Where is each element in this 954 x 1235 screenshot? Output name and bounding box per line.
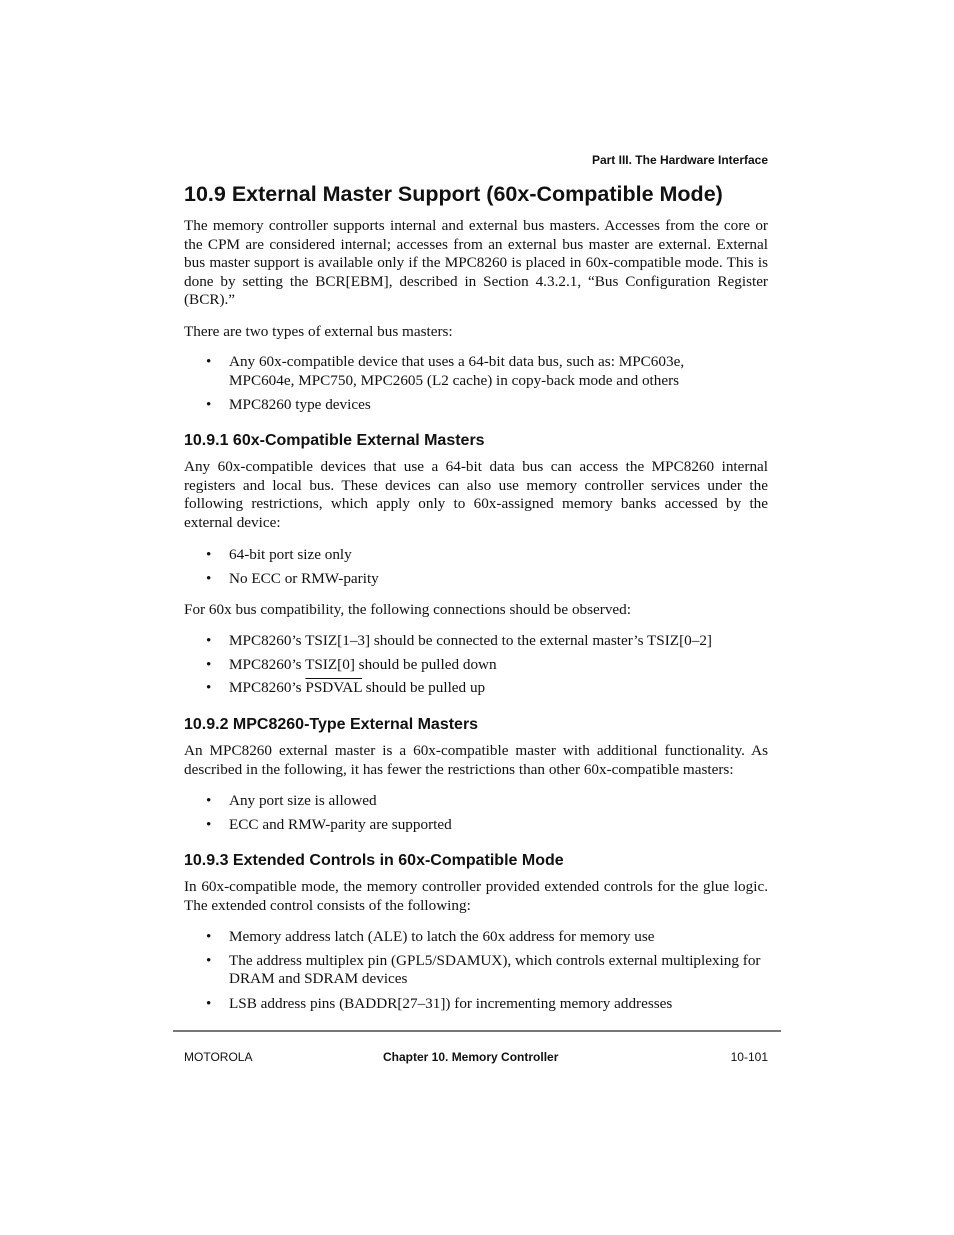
mpc8260-features-list [184,792,768,834]
running-header: Part III. The Hardware Interface [591,153,768,167]
compat-lead-paragraph: For 60x bus compatibility, the following connections should be observed: [184,601,631,618]
list-item-text: should be pulled up [361,679,486,697]
section-title: 10.9 External Master Support (60x-Compatible Mode) [184,182,723,206]
master-types-list [184,353,768,415]
sub2-body [184,742,768,779]
sub3-body [184,878,768,915]
connections-list [184,632,768,698]
list-item [184,632,768,651]
list-item [184,656,768,675]
bullet-icon: • [206,353,212,370]
subsection-title: 10.9.1 60x-Compatible External Masters [184,432,485,449]
list-item-text: MPC8260’s TSIZ[1–3] should be connected to the external master’s TSIZ[0–2] [229,632,712,649]
subsection-title: 10.9.2 MPC8260-Type External Masters [184,716,479,733]
list-item-text: Any 60x-compatible device that uses a 64-bit data bus, such as: MPC603e, MPC604e, MPC750, MPC2605 (L2 cache) in copy-back mode and others [229,353,685,389]
bullet-icon: • [206,994,212,1012]
sub2-paragraph: An MPC8260 external master is a 60x-compatible master with additional functionality. As described in the following, it has fewer the restrictions than other 60x-compatible masters: [184,742,768,778]
list-item [184,353,719,390]
bullet-icon: • [206,792,212,809]
footer-divider [173,1030,781,1032]
bullet-icon: • [206,632,212,649]
footer-chapter: Chapter 10. Memory Controller [383,1050,559,1064]
sub3-paragraph: In 60x-compatible mode, the memory controller provided extended controls for the glue logic. The extended control consists of the following: [184,878,768,914]
section-intro [184,217,768,310]
footer-page-number: 10-101 [730,1050,768,1064]
bullet-icon: • [206,951,212,969]
list-item-text: MPC8260’s TSIZ[0] should be pulled down [229,655,497,673]
subsection-title: 10.9.3 Extended Controls in 60x-Compatible Mode [184,852,564,869]
sub1-body [184,458,768,532]
extended-controls-list [184,928,768,1013]
list-item [184,995,768,1014]
list-item-text: ECC and RMW-parity are supported [229,815,452,833]
list-item-text: MPC8260’s [229,679,306,697]
list-item-text: 64-bit port size only [229,546,352,563]
bullet-icon: • [206,396,212,414]
bullet-icon: • [206,546,212,563]
subsection-1 [184,432,768,450]
compat-lead [184,601,768,620]
bullet-icon: • [206,655,212,673]
subsection-3 [184,852,768,870]
list-item [184,546,768,565]
list-item [184,952,768,989]
sub1-paragraph: Any 60x-compatible devices that use a 64-bit data bus can access the MPC8260 internal registers and local bus. These devices can also use memory controller services under the following restrictions, which apply only to 60x-assigned memory banks accessed by the external device: [184,458,768,531]
psdval-signal: PSDVAL [305,679,362,697]
bullet-icon: • [206,928,212,945]
bullet-icon: • [206,679,212,697]
list-item [184,928,768,947]
list-item [184,570,768,589]
list-item [184,792,768,811]
types-lead [184,323,768,342]
restrictions-list [184,546,768,588]
list-item [184,679,768,698]
types-lead-paragraph: There are two types of external bus masters: [184,323,453,340]
bullet-icon: • [206,815,212,833]
footer-left: MOTOROLA [184,1050,253,1064]
intro-paragraph: The memory controller supports internal and external bus masters. Accesses from the core or the CPM are considered internal; accesses from an external bus master are external. External bus master support is available only if the MPC8260 is placed in 60x-compatible mode. This is done by setting the BCR[EBM], described in Section 4.3.2.1, “Bus Configuration Register (BCR).” [184,217,768,309]
list-item-text: LSB address pins (BADDR[27–31]) for incrementing memory addresses [229,994,673,1012]
list-item [184,816,768,835]
subsection-2 [184,716,768,734]
bullet-icon: • [206,569,212,587]
list-item-text: The address multiplex pin (GPL5/SDAMUX), which controls external multiplexing for DRAM and SDRAM devices [229,951,761,988]
list-item-text: Any port size is allowed [229,792,377,809]
list-item-text: MPC8260 type devices [229,396,371,414]
list-item [184,396,768,415]
list-item-text: No ECC or RMW-parity [229,569,379,587]
list-item-text: Memory address latch (ALE) to latch the 60x address for memory use [229,928,655,945]
